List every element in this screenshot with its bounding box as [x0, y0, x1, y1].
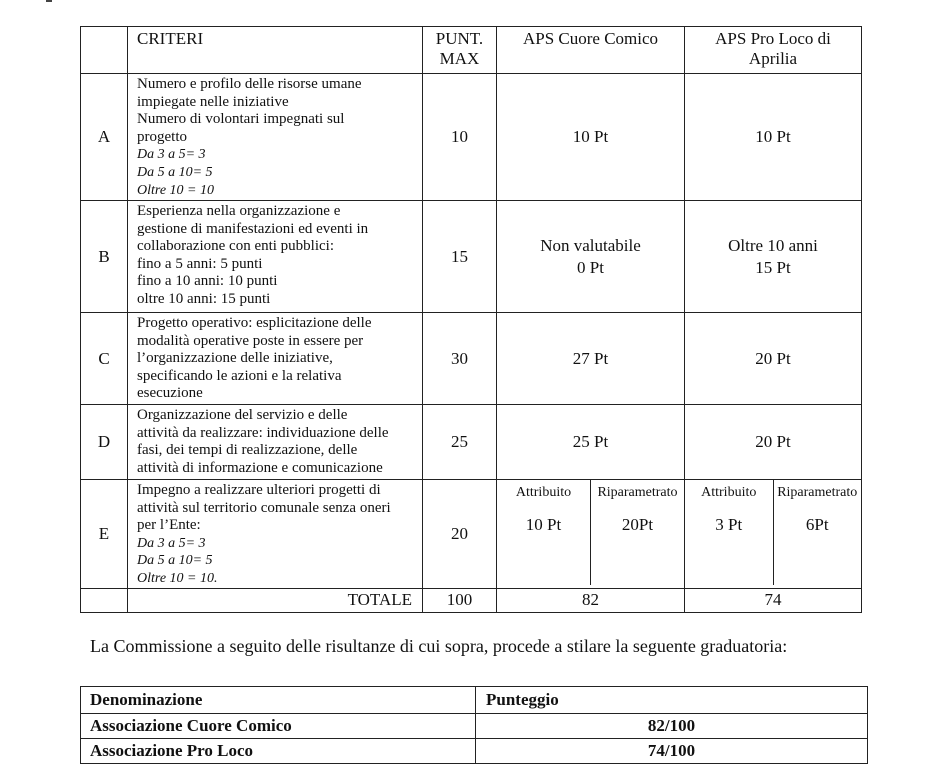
intro-text: La Commissione a seguito delle risultanze di cui sopra, procede a stilare la seguente graduatoria:: [90, 636, 788, 656]
criterion-line: attività da realizzare: individuazione delle: [137, 424, 389, 441]
aps2-score-line: Oltre 10 anni: [728, 235, 818, 255]
aps1-attribuito-cell: [497, 480, 590, 585]
max-points: 20: [423, 480, 497, 589]
criterion-line: per l’Ente:: [137, 517, 201, 534]
aps2-score-split: [685, 480, 862, 589]
criterion-description: [128, 480, 423, 589]
aps1-riparametrato-cell: [590, 480, 684, 585]
subcell-value: 10 Pt: [525, 515, 562, 534]
aps1-score-line: Non valutabile: [540, 235, 641, 255]
table-row-e: [81, 480, 862, 589]
row-letter: A: [81, 74, 128, 201]
criterion-line: Organizzazione del servizio e delle: [137, 407, 348, 423]
criterion-line: Impegno a realizzare ulteriori progetti di: [137, 482, 381, 498]
criterion-scale-line: Da 3 a 5= 3: [137, 147, 206, 163]
criterion-line: fasi, dei tempi di realizzazione, delle: [137, 442, 358, 459]
aps1-score-line: 27 Pt: [572, 348, 609, 368]
ranking-score: 74/100: [476, 739, 868, 764]
aps2-score: [685, 405, 862, 480]
aps2-score: [685, 313, 862, 405]
criterion-line: impiegate nelle iniziative: [137, 93, 289, 110]
aps1-score-line: 25 Pt: [572, 432, 609, 451]
criterion-line: oltre 10 anni: 15 punti: [137, 290, 271, 307]
aps1-score: [497, 313, 685, 405]
ranking-header-row: [81, 687, 868, 714]
row-letter: D: [81, 405, 128, 480]
scan-mark: [46, 0, 52, 2]
table-row: [81, 74, 862, 201]
header-aps-pro-loco: [685, 27, 862, 74]
criterion-line: l’organizzazione delle iniziative,: [137, 350, 333, 367]
criterion-line: attività sul territorio comunale senza oneri: [137, 499, 391, 516]
criterion-scale-line: Da 3 a 5= 3: [137, 535, 206, 551]
criteria-table: [80, 26, 862, 613]
ranking-header-name: Denominazione: [81, 687, 476, 714]
ranking-table: [80, 686, 868, 764]
criterion-scale-line: Da 5 a 10= 5: [137, 164, 213, 180]
ranking-row: [81, 714, 868, 739]
total-label: TOTALE: [128, 588, 423, 612]
subcell-value: 20Pt: [621, 515, 654, 534]
table-header-row: [81, 27, 862, 74]
criterion-description: [128, 405, 423, 480]
criterion-line: Numero di volontari impegnati sul: [137, 111, 345, 128]
max-points: 15: [423, 201, 497, 313]
aps2-riparametrato-cell: [773, 480, 862, 585]
criterion-line: Numero e profilo delle risorse umane: [137, 76, 362, 92]
aps2-attribuito-cell: [685, 480, 773, 585]
header-aps1-label: APS Cuore Comico: [522, 29, 659, 48]
aps1-score-line: 0 Pt: [577, 257, 604, 277]
header-aps2-label-line1: APS Pro Loco di: [715, 29, 831, 48]
aps1-score: [497, 201, 685, 313]
criterion-line: modalità operative poste in essere per: [137, 332, 364, 349]
total-empty-cell: [81, 588, 128, 612]
max-points: 30: [423, 313, 497, 405]
criterion-scale-line: Oltre 10 = 10: [137, 182, 214, 198]
criterion-line: Esperienza nella organizzazione e: [137, 203, 341, 219]
aps1-subcells: [497, 480, 684, 585]
aps1-score: [497, 74, 685, 201]
table-row: [81, 313, 862, 405]
table-row: [81, 405, 862, 480]
criterion-line: progetto: [137, 128, 187, 145]
subcell-label: Attribuito: [701, 485, 757, 500]
aps2-score-line: 20 Pt: [755, 348, 791, 368]
criterion-scale-line: Oltre 10 = 10.: [137, 570, 218, 586]
criterion-scale-line: Da 5 a 10= 5: [137, 553, 213, 569]
subcell-label: Riparametrato: [777, 485, 858, 500]
criterion-line: esecuzione: [137, 385, 203, 402]
ranking-header-score: Punteggio: [476, 687, 868, 714]
ranking-name: Associazione Cuore Comico: [81, 714, 476, 739]
criterion-line: fino a 10 anni: 10 punti: [137, 273, 278, 290]
subcell-value: 6Pt: [805, 515, 829, 534]
criterion-description: [128, 201, 423, 313]
total-max: 100: [423, 588, 497, 612]
header-aps2-label-line2: Aprilia: [748, 49, 798, 68]
criterion-description: [128, 74, 423, 201]
criterion-line: attività di informazione e comunicazione: [137, 459, 383, 476]
ranking-name: Associazione Pro Loco: [81, 739, 476, 764]
subcell-label: Riparametrato: [597, 485, 678, 500]
header-punt-max: [423, 27, 497, 74]
total-aps2: 74: [685, 588, 862, 612]
criterion-line: specificando le azioni e la relativa: [137, 367, 342, 384]
aps2-subcells: [685, 480, 861, 585]
row-letter: C: [81, 313, 128, 405]
criterion-description: [128, 313, 423, 405]
aps2-score: [685, 74, 862, 201]
subcell-value: 3 Pt: [715, 515, 743, 534]
total-row: [81, 588, 862, 612]
max-points: 10: [423, 74, 497, 201]
aps2-score-line: 15 Pt: [755, 257, 791, 277]
ranking-row: [81, 739, 868, 764]
header-punt-label: PUNT.: [435, 29, 484, 48]
max-points: 25: [423, 405, 497, 480]
header-max-label: MAX: [439, 49, 480, 68]
aps2-score: [685, 201, 862, 313]
aps2-score-line: 20 Pt: [755, 432, 791, 451]
criterion-line: Progetto operativo: esplicitazione delle: [137, 315, 372, 331]
criterion-line: collaborazione con enti pubblici:: [137, 238, 335, 255]
row-letter: E: [81, 480, 128, 589]
aps1-score-line: 10 Pt: [572, 127, 609, 146]
aps1-score-split: [497, 480, 685, 589]
row-letter: B: [81, 201, 128, 313]
header-criteri: [128, 27, 423, 74]
total-aps1: 82: [497, 588, 685, 612]
aps2-score-line: 10 Pt: [755, 127, 791, 146]
subcell-label: Attribuito: [515, 485, 572, 500]
table-row: [81, 201, 862, 313]
header-criteri-label: CRITERI: [137, 29, 204, 48]
criterion-line: gestione di manifestazioni ed eventi in: [137, 220, 369, 237]
criterion-line: fino a 5 anni: 5 punti: [137, 255, 263, 272]
aps1-score: [497, 405, 685, 480]
header-empty-cell: [81, 27, 128, 74]
ranking-score: 82/100: [476, 714, 868, 739]
header-aps-cuore-comico: [497, 27, 685, 74]
